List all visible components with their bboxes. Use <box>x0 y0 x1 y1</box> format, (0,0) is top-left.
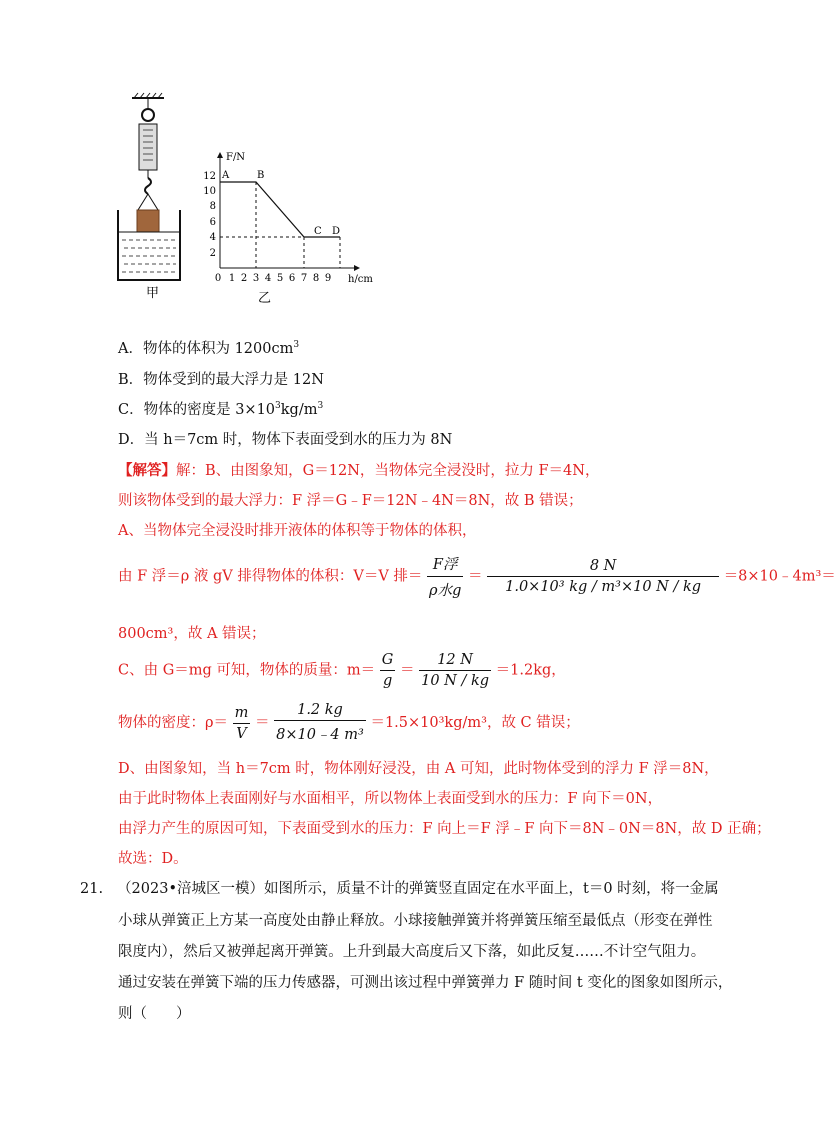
x-tick: 5 <box>276 273 284 284</box>
x-tick: 6 <box>288 273 296 284</box>
x-tick: 3 <box>252 273 260 284</box>
point-label: D <box>332 226 341 237</box>
x-axis-label: h/cm <box>348 274 373 285</box>
answer-formula-density: 物体的密度：ρ＝ $\frac{m}{V}$ ＝ $\frac{1.2 kg}{\text{8×10﹣4 m³}}$ ＝1.5×10³kg/m³，故 C 错误； <box>118 702 580 743</box>
x-tick: 0 <box>214 273 222 284</box>
figure-yi <box>196 148 396 308</box>
x-tick: 2 <box>240 273 248 284</box>
option-a: A．物体的体积为 $1200cm^3$ <box>118 340 300 357</box>
y-tick: 4 <box>209 232 216 243</box>
x-tick: 1 <box>228 273 236 284</box>
y-tick: 2 <box>209 248 216 259</box>
question-21-line: 通过安装在弹簧下端的压力传感器，可测出该过程中弹簧弹力 F 随时间 t 变化的图象如图所示， <box>118 975 733 991</box>
answer-line: A、当物体完全浸没时排开液体的体积等于物体的体积， <box>118 523 477 539</box>
option-b: B．物体受到的最大浮力是 12N <box>118 372 324 388</box>
question-21-line: 21. （2023•涪城区一模）如图所示，质量不计的弹簧竖直固定在水平面上，t＝0 时刻，将一金属 <box>80 881 719 897</box>
answer-line: 800cm³，故 A 错误； <box>118 626 266 642</box>
answer-formula-volume: 由 F 浮＝ρ 液 gV 排得物体的体积：V＝V 排＝ $\frac{\text{F浮}}{\text{ρ水g}}$ ＝ $\frac{8 N}{\text{1.0×10³ kg / m³×10 N / kg}}$ ＝8×10﹣4m³＝ <box>118 553 836 600</box>
force-curve <box>220 182 340 237</box>
y-tick: 6 <box>209 217 216 228</box>
answer-line: 由于此时物体上表面刚好与水面相平，所以物体上表面受到水的压力：F 向下＝0N， <box>118 791 663 807</box>
option-d: D．当 h＝7cm 时，物体下表面受到水的压力为 8N <box>118 432 453 448</box>
point-label: B <box>257 170 265 181</box>
point-label: C <box>314 226 322 237</box>
x-tick: 8 <box>312 273 320 284</box>
x-tick: 4 <box>264 273 272 284</box>
y-axis-label: F/N <box>226 152 246 163</box>
x-tick: 7 <box>300 273 308 284</box>
x-tick: 9 <box>324 273 332 284</box>
figure-jia <box>110 90 190 300</box>
answer-formula-mass: C、由 G＝mg 可知，物体的质量：m＝ $\frac{G}{g}$ ＝ $\frac{12 N}{10 N / kg}$ ＝1.2kg， <box>118 652 566 689</box>
answer-line: 则该物体受到的最大浮力：F 浮＝G﹣F＝12N﹣4N＝8N，故 B 错误； <box>118 493 583 509</box>
jia-label: 甲 <box>146 286 160 301</box>
answer-line: 【解答】解：B、由图象知，G＝12N，当物体完全浸没时，拉力 F＝4N， <box>118 462 600 479</box>
y-tick: 12 <box>203 171 216 182</box>
y-tick: 10 <box>203 186 216 197</box>
option-c: C．物体的密度是 $3\times 10^3kg/m^3$ <box>118 401 324 418</box>
answer-line: D、由图象知，当 h＝7cm 时，物体刚好浸没，由 A 可知，此时物体受到的浮力 F 浮＝8N， <box>118 761 719 777</box>
answer-line: 由浮力产生的原因可知，下表面受到水的压力：F 向上＝F 浮﹣F 向下＝8N﹣0N＝8N，故 D 正确； <box>118 821 771 837</box>
y-tick: 8 <box>209 201 216 212</box>
point-label: A <box>222 170 230 181</box>
question-21-line: 限度内），然后又被弹起离开弹簧。上升到最大高度后又下落，如此反复……不计空气阻力。 <box>118 944 706 960</box>
answer-line: 故选：D。 <box>118 851 188 867</box>
question-21-line: 小球从弹簧正上方某一高度处由静止释放。小球接触弹簧并将弹簧压缩至最低点（形变在弹性 <box>118 913 713 929</box>
question-21-line: 则（ ） <box>118 1006 191 1022</box>
yi-label: 乙 <box>258 291 272 306</box>
